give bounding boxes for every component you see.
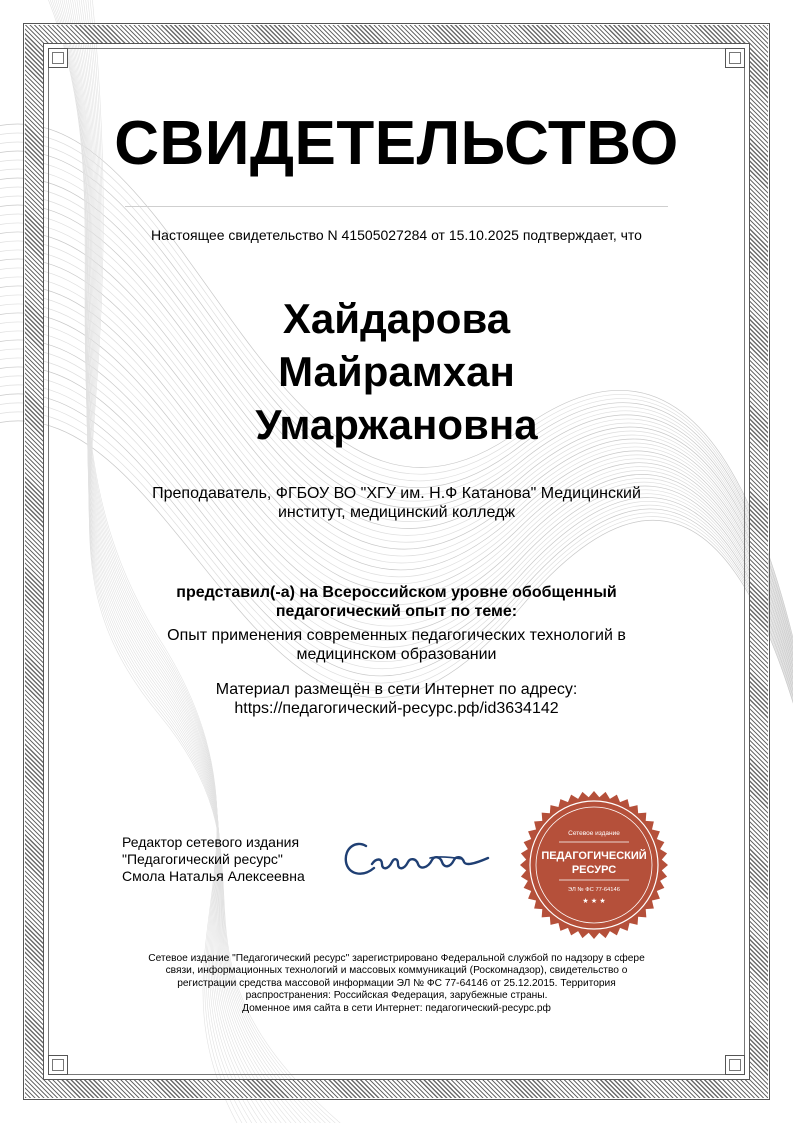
frame-corner-ornament xyxy=(725,48,745,68)
frame-corner-ornament xyxy=(48,48,68,68)
editor-publication: "Педагогический ресурс" xyxy=(122,851,283,867)
position-line: институт, медицинский колледж xyxy=(277,504,516,521)
seal-registration: ЭЛ № ФС 77-64146 xyxy=(568,887,620,893)
footer-line: Сетевое издание "Педагогический ресурс" зарегистрировано Федеральной службой по надзору в сфере xyxy=(148,953,645,964)
publication-seal xyxy=(519,790,669,940)
footer-line: распространения: Российская Федерация, зарубежные страны. xyxy=(245,990,548,1002)
presented-line: педагогический опыт по теме: xyxy=(275,603,518,620)
material-location xyxy=(140,680,653,718)
title-divider xyxy=(125,206,668,207)
seal-top-text: Сетевое издание xyxy=(568,830,620,837)
frame-corner-ornament xyxy=(48,1055,68,1075)
registration-footer xyxy=(112,953,681,1015)
presented-line: представил(-а) на Всероссийском уровне обобщенный xyxy=(176,584,617,601)
material-url: https://педагогический-ресурс.рф/id3634142 xyxy=(234,700,559,717)
certificate-title: СВИДЕТЕЛЬСТВО xyxy=(114,109,679,178)
recipient-position xyxy=(140,484,653,522)
footer-line: регистрации средства массовой информации ЭЛ № ФС 77-64146 от 25.12.2015. Территория xyxy=(177,977,616,989)
frame-corner-ornament xyxy=(725,1055,745,1075)
seal-title-line-1: ПЕДАГОГИЧЕСКИЙ xyxy=(541,850,647,862)
topic-line: Опыт применения современных педагогических технологий в xyxy=(167,627,626,644)
certificate-intro: Настоящее свидетельство N 41505027284 от 15.10.2025 подтверждает, что xyxy=(151,227,642,243)
seal-stars: ★ ★ ★ xyxy=(582,897,606,905)
presented-statement xyxy=(140,583,653,621)
editor-name: Смола Наталья Алексеевна xyxy=(122,868,305,884)
position-line: Преподаватель, ФГБОУ ВО "ХГУ им. Н.Ф Катанова" Медицинский xyxy=(152,485,641,502)
recipient-patronymic: Умаржановна xyxy=(255,401,538,448)
material-label: Материал размещён в сети Интернет по адресу: xyxy=(215,681,578,698)
recipient-name xyxy=(0,292,793,451)
recipient-first-name: Майрамхан xyxy=(278,348,515,395)
seal-title-line-2: РЕСУРС xyxy=(571,864,617,876)
footer-line: Доменное имя сайта в сети Интернет: педагогический-ресурс.рф xyxy=(242,1002,551,1014)
topic-line: медицинском образовании xyxy=(296,646,497,663)
editor-block xyxy=(122,834,305,885)
editor-role: Редактор сетевого издания xyxy=(122,834,300,850)
topic-text xyxy=(140,626,653,664)
signature-image xyxy=(338,828,494,888)
footer-line: связи, информационных технологий и массовых коммуникаций (Роскомнадзор), свидетельство о xyxy=(165,965,628,977)
recipient-surname: Хайдарова xyxy=(282,295,511,342)
